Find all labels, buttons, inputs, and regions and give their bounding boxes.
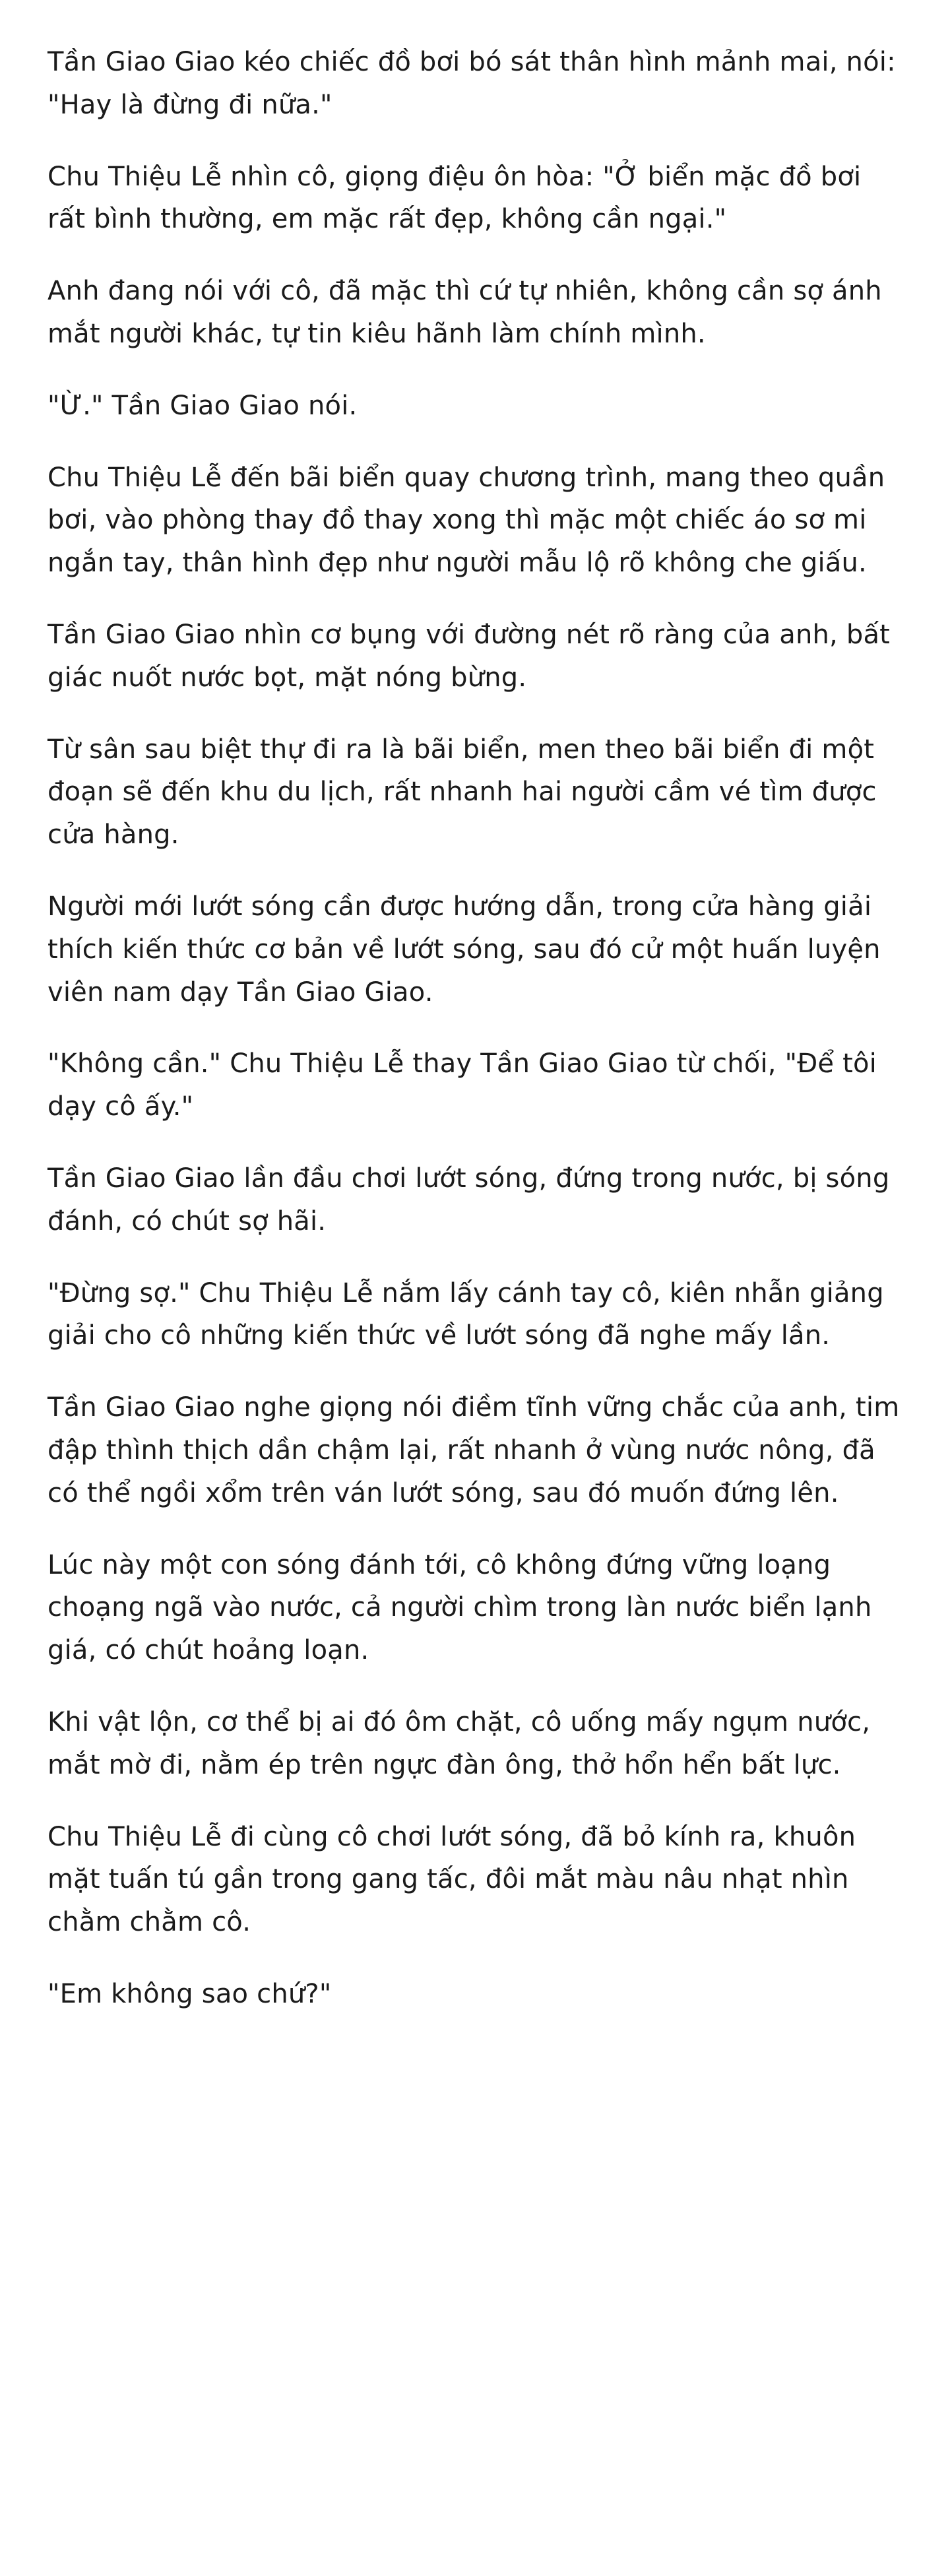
paragraph: Tần Giao Giao lần đầu chơi lướt sóng, đứng trong nước, bị sóng đánh, có chút sợ hãi. [48, 1163, 899, 1237]
paragraph: Tần Giao Giao nhìn cơ bụng với đường nét rõ ràng của anh, bất giác nuốt nước bọt, mặt nóng bừng. [48, 619, 899, 693]
paragraph: Lúc này một con sóng đánh tới, cô không đứng vững loạng choạng ngã vào nước, cả người chìm trong làn nước biển lạnh giá, có chút hoảng loạn. [48, 1549, 881, 1666]
paragraph: Tần Giao Giao nghe giọng nói điềm tĩnh vững chắc của anh, tim đập thình thịch dần chậm lại, rất nhanh ở vùng nước nông, đã có thể ngồi xổm trên ván lướt sóng, sau đó muốn đứng lên. [48, 1392, 908, 1508]
paragraph: Chu Thiệu Lễ nhìn cô, giọng điệu ôn hòa: "Ở biển mặc đồ bơi rất bình thường, em mặc rất đẹp, không cần ngại." [48, 161, 870, 235]
paragraph: "Không cần." Chu Thiệu Lễ thay Tần Giao Giao từ chối, "Để tôi dạy cô ấy." [48, 1048, 885, 1122]
paragraph: Chu Thiệu Lễ đi cùng cô chơi lướt sóng, đã bỏ kính ra, khuôn mặt tuấn tú gần trong gang tấc, đôi mắt màu nâu nhạt nhìn chằm chằm cô. [48, 1821, 865, 1938]
paragraph: Từ sân sau biệt thự đi ra là bãi biển, men theo bãi biển đi một đoạn sẽ đến khu du lịch, rất nhanh hai người cầm vé tìm được cửa hàng. [48, 734, 885, 851]
paragraph: Người mới lướt sóng cần được hướng dẫn, trong cửa hàng giải thích kiến thức cơ bản về lướt sóng, sau đó cử một huấn luyện viên nam dạy Tần Giao Giao. [48, 891, 889, 1008]
paragraph: Chu Thiệu Lễ đến bãi biển quay chương trình, mang theo quần bơi, vào phòng thay đồ thay xong thì mặc một chiếc áo sơ mi ngắn tay, thân hình đẹp như người mẫu lộ rõ không che giấu. [48, 462, 894, 579]
paragraph: Tần Giao Giao kéo chiếc đồ bơi bó sát thân hình mảnh mai, nói: "Hay là đừng đi nữa." [48, 47, 904, 120]
paragraph: "Ừ." Tần Giao Giao nói. [48, 390, 358, 421]
novel-text-body [48, 41, 908, 2016]
paragraph: "Em không sao chứ?" [48, 1978, 332, 2009]
paragraph: "Đừng sợ." Chu Thiệu Lễ nắm lấy cánh tay cô, kiên nhẫn giảng giải cho cô những kiến thức về lướt sóng đã nghe mấy lần. [48, 1277, 893, 1351]
paragraph: Anh đang nói với cô, đã mặc thì cứ tự nhiên, không cần sợ ánh mắt người khác, tự tin kiêu hãnh làm chính mình. [48, 276, 891, 349]
paragraph: Khi vật lộn, cơ thể bị ai đó ôm chặt, cô uống mấy ngụm nước, mắt mờ đi, nằm ép trên ngực đàn ông, thở hổn hển bất lực. [48, 1706, 879, 1780]
